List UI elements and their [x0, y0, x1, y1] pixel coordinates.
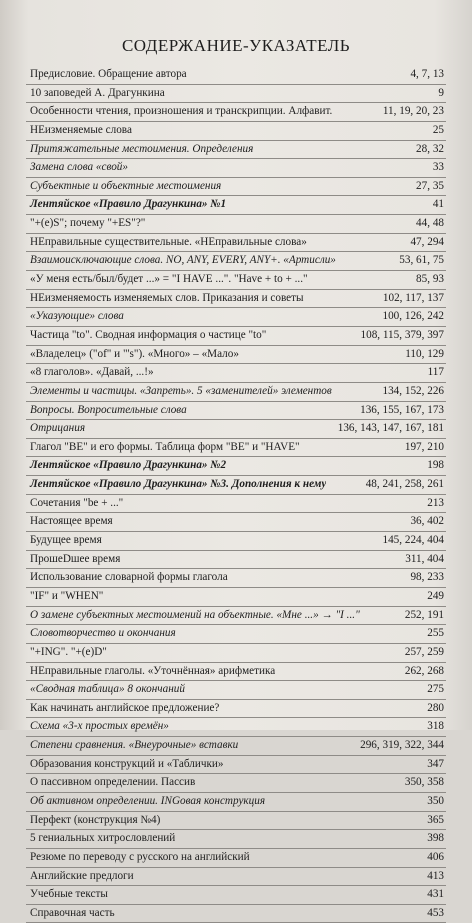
toc-entry-pages: 318 — [427, 720, 444, 733]
toc-entry-pages: 25 — [432, 123, 444, 136]
toc-entry — [26, 346, 446, 365]
toc-entry-pages: 41 — [432, 198, 444, 211]
toc-entry — [26, 196, 446, 215]
toc-entry-title: Резюме по переводу с русского на английский — [30, 850, 250, 863]
toc-entry-pages: 85, 93 — [416, 273, 444, 286]
toc-entry-title: Отрицания — [30, 422, 86, 435]
toc-entry-pages: 275 — [427, 683, 444, 696]
toc-entry-pages: 117 — [427, 366, 444, 379]
toc-entry-title: "+ING". "+(e)D" — [30, 645, 107, 658]
toc-entry — [26, 439, 446, 458]
toc-entry-title: НЕизменяемость изменяемых слов. Приказания и советы — [30, 291, 304, 304]
toc-entry-pages: 350 — [427, 794, 444, 807]
toc-entry — [26, 85, 446, 104]
toc-entry-pages: 136, 143, 147, 167, 181 — [337, 422, 444, 435]
toc-entry — [26, 178, 446, 197]
toc-entry — [26, 681, 446, 700]
toc-entry-pages: 53, 61, 75 — [399, 254, 444, 267]
toc-entry-title: Будущее время — [30, 534, 102, 547]
toc-entry-pages: 347 — [427, 757, 444, 770]
toc-entry-pages: 296, 319, 322, 344 — [360, 739, 444, 752]
toc-entry — [26, 290, 446, 309]
toc-entry-title: Лентяйское «Правило Драгункина» №3. Дополнения к нему — [30, 478, 327, 491]
toc-entry-title: Замена слова «свой» — [30, 161, 128, 174]
toc-entry — [26, 457, 446, 476]
toc-entry — [26, 364, 446, 383]
toc-entry-pages: 102, 117, 137 — [382, 291, 444, 304]
toc-entry-title: Об активном определении. INGовая конструкция — [30, 794, 266, 807]
toc-entry — [26, 141, 446, 160]
toc-entry — [26, 644, 446, 663]
toc-entry-pages: 134, 152, 226 — [382, 384, 444, 397]
toc-entry-pages: 145, 224, 404 — [382, 534, 444, 547]
toc-entry-title: Вопросы. Вопросительные слова — [30, 403, 187, 416]
toc-entry-pages: 100, 126, 242 — [382, 310, 444, 323]
toc-entry-title: Лентяйское «Правило Драгункина» №2 — [30, 459, 227, 472]
toc-entry-title: Учебные тексты — [30, 888, 108, 901]
toc-entry-pages: 413 — [427, 869, 444, 882]
toc-entry — [26, 103, 446, 122]
toc-entry-pages: 98, 233 — [410, 571, 444, 584]
toc-entry-pages: 28, 32 — [416, 142, 444, 155]
toc-entry — [26, 830, 446, 849]
toc-entry-pages: 108, 115, 379, 397 — [360, 328, 444, 341]
toc-entry — [26, 327, 446, 346]
toc-entry — [26, 793, 446, 812]
table-of-contents — [26, 66, 446, 923]
toc-entry-pages: 255 — [427, 627, 444, 640]
toc-entry-title: Словотворчество и окончания — [30, 627, 176, 640]
toc-entry-title: Субъектные и объектные местоимения — [30, 179, 222, 192]
toc-entry-title: Перфект (конструкция №4) — [30, 813, 161, 826]
toc-entry — [26, 234, 446, 253]
toc-entry — [26, 700, 446, 719]
toc-entry-title: «Сводная таблица» 8 окончаний — [30, 683, 185, 696]
toc-entry — [26, 737, 446, 756]
toc-entry — [26, 383, 446, 402]
toc-entry — [26, 551, 446, 570]
toc-entry-pages: 365 — [427, 813, 444, 826]
toc-entry-title: "IF" и "WHEN" — [30, 589, 104, 602]
toc-entry-title: НЕправильные существительные. «НЕправильные слова» — [30, 235, 307, 248]
toc-entry-pages: 11, 19, 20, 23 — [382, 105, 444, 118]
toc-entry-pages: 110, 129 — [405, 347, 444, 360]
toc-entry-title: "+(e)S"; почему "+ES"?" — [30, 217, 146, 230]
toc-entry-pages: 257, 259 — [404, 645, 444, 658]
toc-entry-title: «Владелец» ("of" и "'s"). «Много» – «Мало» — [30, 347, 239, 360]
toc-entry-pages: 311, 404 — [405, 552, 444, 565]
toc-entry — [26, 774, 446, 793]
toc-entry-title: Схема «3-х простых времён» — [30, 720, 169, 733]
toc-entry-pages: 406 — [427, 850, 444, 863]
toc-entry-pages: 136, 155, 167, 173 — [360, 403, 444, 416]
toc-entry-pages: 262, 268 — [404, 664, 444, 677]
toc-entry — [26, 402, 446, 421]
toc-entry-pages: 33 — [432, 161, 444, 174]
toc-entry-pages: 453 — [427, 906, 444, 919]
toc-entry — [26, 625, 446, 644]
toc-entry-title: Взаимоисключающие слова. NO, ANY, EVERY, ANY+. «Артисли» — [30, 254, 336, 267]
toc-entry — [26, 905, 446, 923]
toc-entry — [26, 569, 446, 588]
toc-entry — [26, 663, 446, 682]
toc-entry-title: Частица "to". Сводная информация о частице "to" — [30, 328, 267, 341]
toc-entry-title: Элементы и частицы. «Запреть». 5 «заменителей» элементов — [30, 384, 332, 397]
toc-entry — [26, 886, 446, 905]
toc-entry-pages: 44, 48 — [416, 217, 444, 230]
toc-entry-pages: 47, 294 — [410, 235, 444, 248]
toc-entry — [26, 215, 446, 234]
toc-entry-pages: 249 — [427, 589, 444, 602]
toc-entry-title: 5 гениальных хитрословлений — [30, 832, 176, 845]
toc-entry-title: НЕизменяемые слова — [30, 123, 132, 136]
toc-entry — [26, 66, 446, 85]
toc-entry — [26, 588, 446, 607]
toc-entry-title: «Указующие» слова — [30, 310, 124, 323]
toc-entry-title: ПрошеDшее время — [30, 552, 121, 565]
toc-entry-title: Образования конструкций и «Таблички» — [30, 757, 224, 770]
toc-entry — [26, 420, 446, 439]
toc-entry — [26, 849, 446, 868]
toc-entry — [26, 308, 446, 327]
toc-entry-title: Использование словарной формы глагола — [30, 571, 228, 584]
toc-entry-title: Особенности чтения, произношения и транскрипции. Алфавит. — [30, 105, 333, 118]
toc-entry — [26, 532, 446, 551]
toc-entry-title: НЕправильные глаголы. «Уточнённая» арифметика — [30, 664, 276, 677]
toc-entry-pages: 350, 358 — [404, 776, 444, 789]
toc-entry-title: «У меня есть/был/будет ...» = "I HAVE ...". "Have + to + ..." — [30, 273, 308, 286]
toc-entry — [26, 122, 446, 141]
toc-entry-pages: 197, 210 — [404, 440, 444, 453]
toc-entry-title: Предисловие. Обращение автора — [30, 68, 187, 80]
toc-entry — [26, 812, 446, 831]
toc-entry-title: Английские предлоги — [30, 869, 134, 882]
toc-entry — [26, 159, 446, 178]
toc-entry-pages: 27, 35 — [416, 179, 444, 192]
toc-entry-pages: 213 — [427, 496, 444, 509]
toc-entry — [26, 756, 446, 775]
toc-entry — [26, 718, 446, 737]
toc-entry-title: Сочетания "be + ..." — [30, 496, 124, 509]
toc-entry-title: Справочная часть — [30, 906, 115, 919]
toc-entry — [26, 495, 446, 514]
toc-entry-pages: 398 — [427, 832, 444, 845]
toc-entry — [26, 271, 446, 290]
toc-entry-title: Настоящее время — [30, 515, 113, 528]
toc-entry-title: О пассивном определении. Пассив — [30, 776, 196, 789]
page-title: СОДЕРЖАНИЕ-УКАЗАТЕЛЬ — [121, 36, 351, 55]
toc-entry-title: Притяжательные местоимения. Определения — [30, 142, 254, 155]
toc-entry — [26, 476, 446, 495]
toc-entry-title: Степени сравнения. «Внеурочные» вставки — [30, 739, 239, 752]
toc-entry — [26, 868, 446, 887]
toc-entry-pages: 36, 402 — [410, 515, 444, 528]
toc-entry-title: О замене субъектных местоимений на объектные. «Мне ...» → "I ..." — [30, 608, 360, 621]
toc-entry-pages: 9 — [438, 86, 444, 99]
toc-entry-title: Лентяйское «Правило Драгункина» №1 — [30, 198, 227, 211]
toc-entry-pages: 4, 7, 13 — [410, 68, 444, 80]
toc-entry — [26, 607, 446, 626]
toc-entry-title: Как начинать английское предложение? — [30, 701, 220, 714]
toc-entry-pages: 431 — [427, 888, 444, 901]
toc-entry-title: Глагол "BE" и его формы. Таблица форм "BE" и "HAVE" — [30, 440, 300, 453]
toc-entry-pages: 48, 241, 258, 261 — [365, 478, 444, 491]
toc-entry-pages: 280 — [427, 701, 444, 714]
toc-entry-pages: 198 — [427, 459, 444, 472]
toc-entry-title: 10 заповедей А. Драгункина — [30, 86, 165, 99]
toc-entry-pages: 252, 191 — [404, 608, 444, 621]
toc-entry — [26, 513, 446, 532]
toc-entry-title: «8 глаголов». «Давай, ...!» — [30, 366, 154, 379]
toc-entry — [26, 252, 446, 271]
